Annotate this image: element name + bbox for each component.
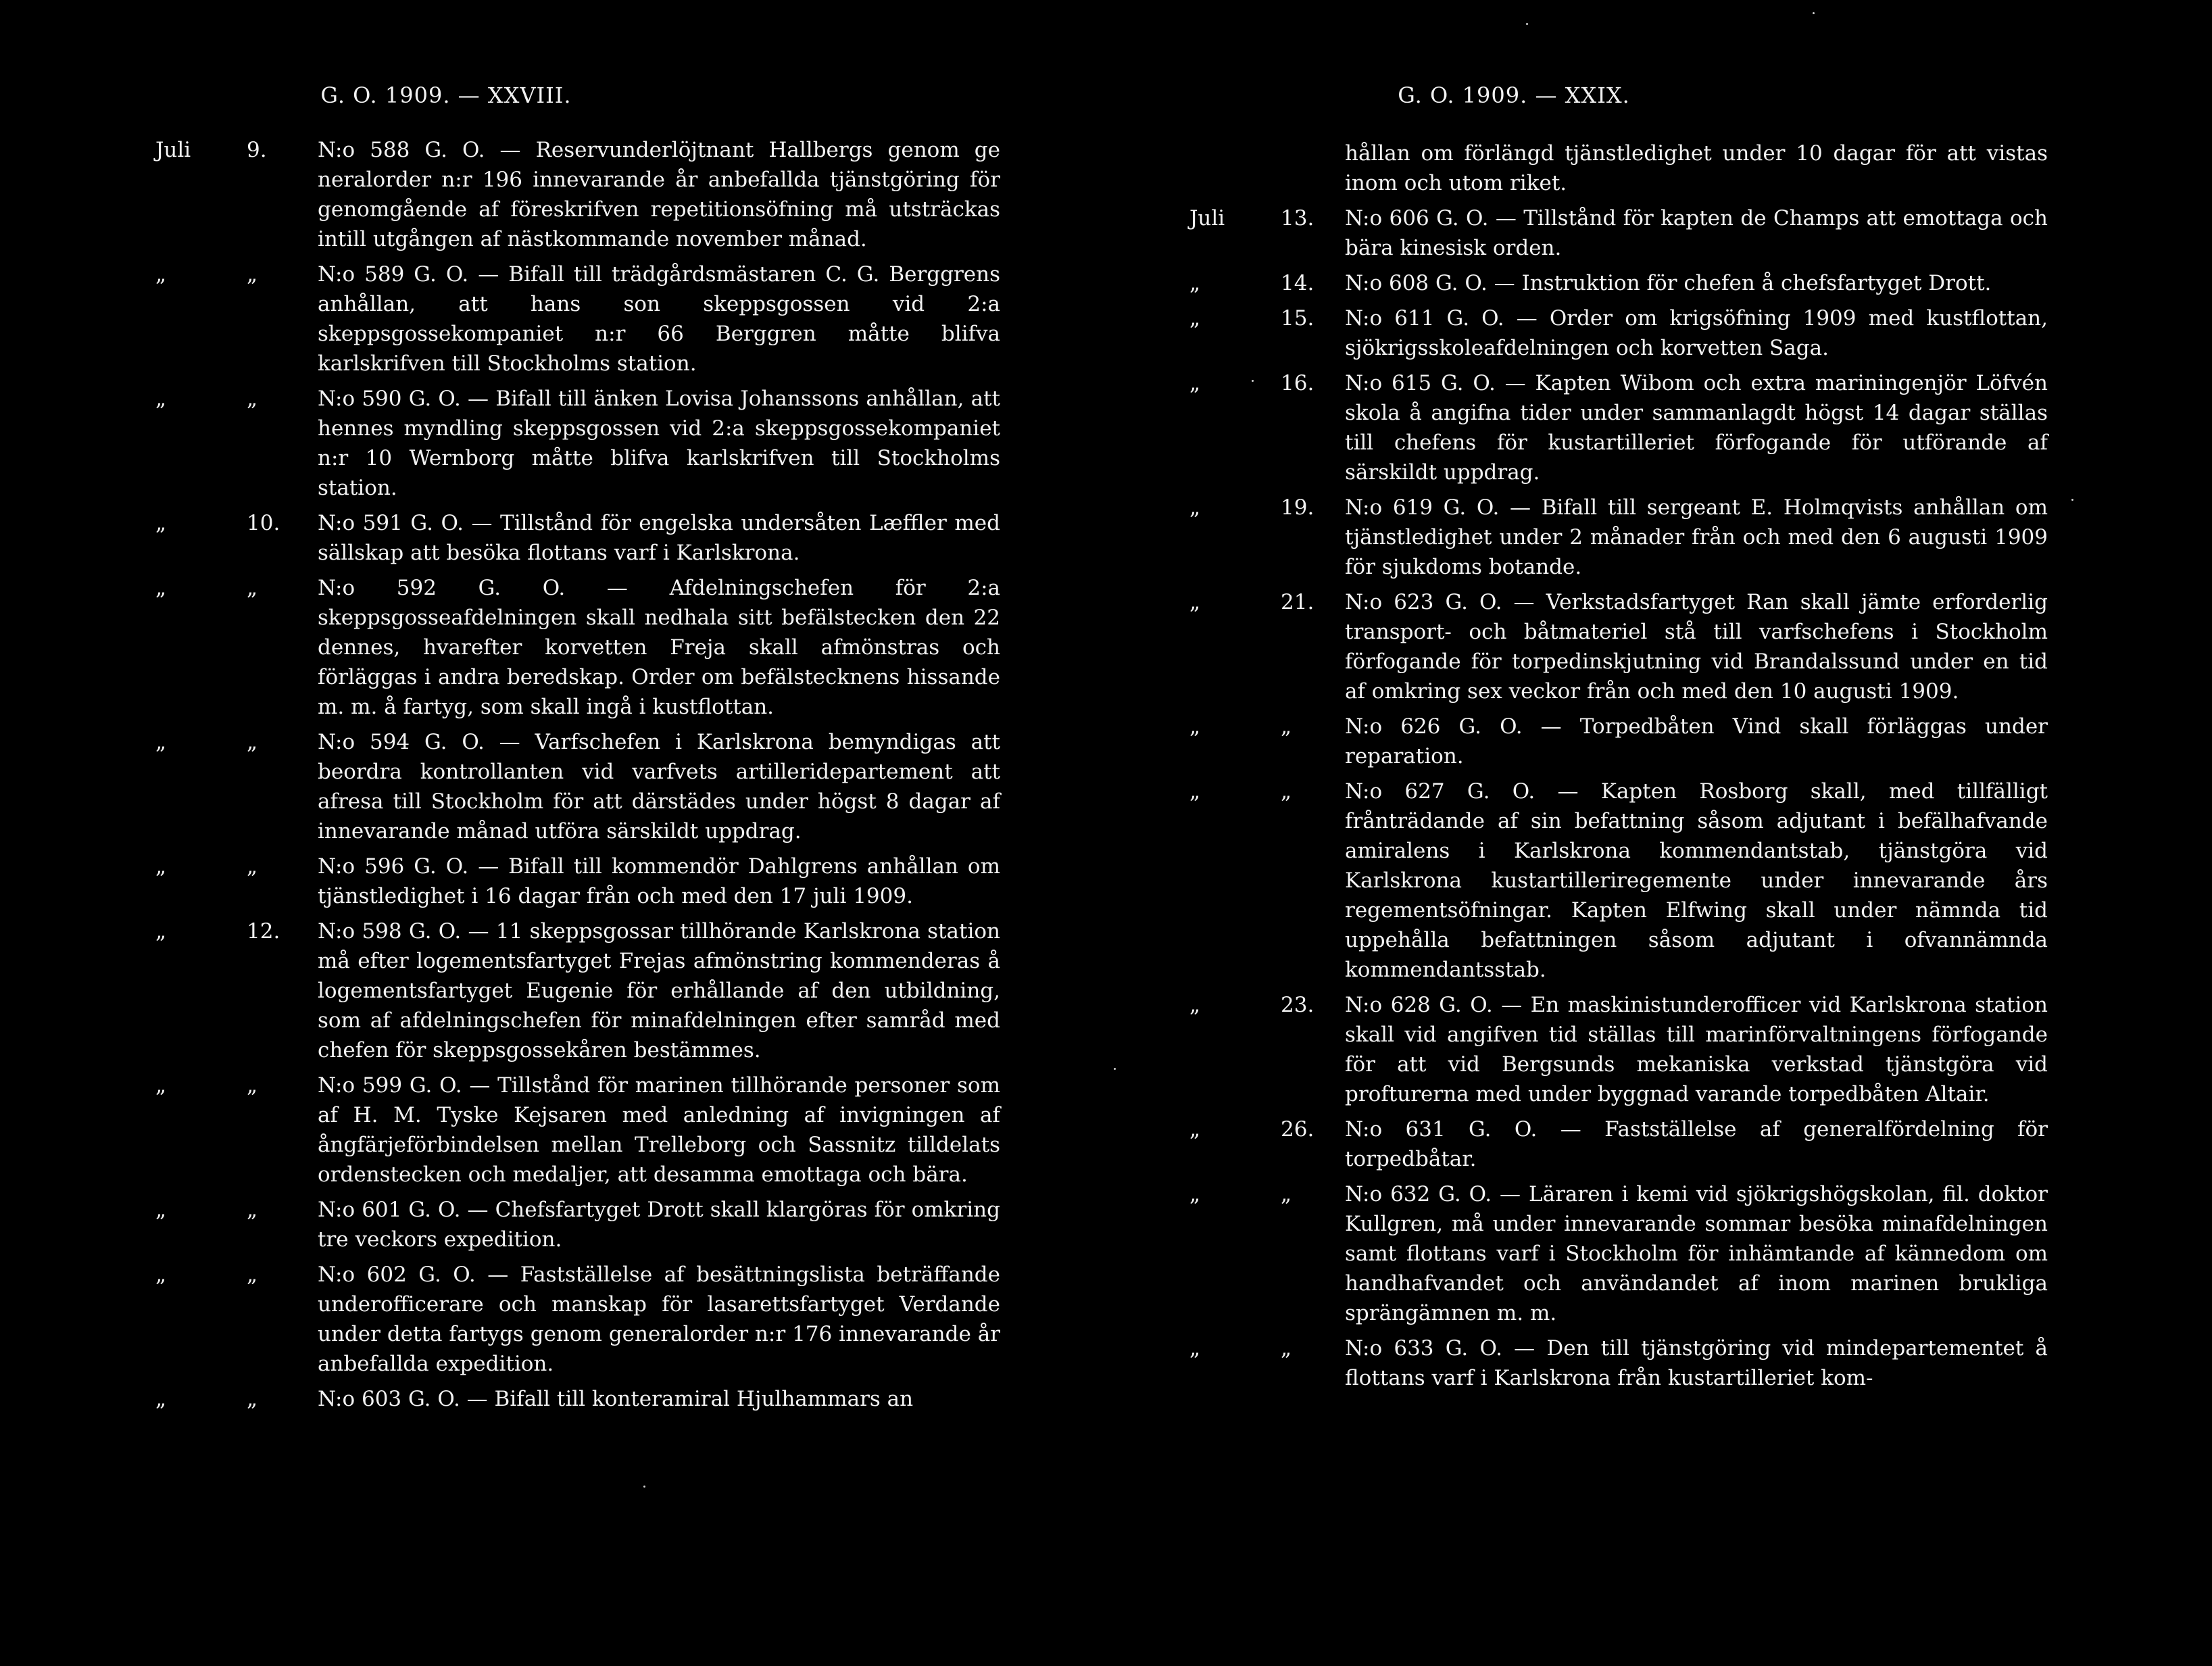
right-running-head: G. O. 1909. — XXIX. [1398,82,1630,108]
entry-text: N:o 615 G. O. — Kapten Wibom och extra mariningenjör Löfvén skola å angifna tider under sammanlagdt högst 14 dagar ställas till chefens för kustartilleriet förfogande för utförande af särskildt uppdrag. [1345,371,2048,485]
scan-speck [1252,380,1254,382]
entry-text: N:o 599 G. O. — Tillstånd för marinen tillhörande personer som af H. M. Tyske Kejsaren med anledning af invigningen af ångfärjeförbindelsen mellan Trelleborg och Sassnitz tilldelats ordenstecken och medaljer, att desamma emottaga och bära. [318,1073,1000,1187]
right-page [1162,0,2075,1666]
entry-text: N:o 592 G. O. — Afdelningschefen för 2:a skeppsgosseafdelningen skall nedhala sitt befälstecken den 22 dennes, hvarefter korvetten Freja skall afmönstras och förläggas i andra beredskap. Order om befälstecknens hissande m. m. å fartyg, som skall ingå i kustflottan. [318,576,1000,719]
entry-day: „ [247,1073,258,1098]
entry-day: 23. [1281,993,1314,1017]
entry-text: N:o 601 G. O. — Chefsfartyget Drott skall klargöras för omkring tre veckors expedition. [318,1198,1000,1252]
entry-text: N:o 626 G. O. — Torpedbåten Vind skall förläggas under reparation. [1345,714,2048,768]
scan-speck [2071,499,2073,501]
entry [155,916,1027,1065]
entry-text: N:o 608 G. O. — Instruktion för chefen å chefsfartyget Drott. [1345,271,1992,295]
entry-text: N:o 606 G. O. — Tillstånd för kapten de Champs att emottaga och bära kinesisk orden. [1345,206,2048,260]
entry-day: „ [1281,714,1292,739]
entry [1162,368,2075,487]
entry [155,573,1027,722]
entry [1162,268,2075,298]
entry-text: N:o 619 G. O. — Bifall till sergeant E. Holmqvists anhållan om tjänstledighet under 2 månader från och med den 6 augusti 1909 för sjukdoms botande. [1345,495,2048,579]
entry [1162,203,2075,263]
entry-day: „ [1281,1182,1292,1206]
entry-month: „ [155,387,167,411]
entry-month: „ [155,919,167,944]
entry-text: N:o 602 G. O. — Fastställelse af besättningslista beträffande underofficerare och manskap för lasarettsfartyget Verdande under detta fartygs genom generalorder n:r 176 innevarande år anbefallda expedition. [318,1263,1000,1376]
entry [155,1071,1027,1190]
entry-month: „ [155,854,167,879]
entry-text: N:o 591 G. O. — Tillstånd för engelska undersåten Læffler med sällskap att besöka flottans varf i Karlskrona. [318,511,1000,565]
entry [1162,1179,2075,1328]
entry-text: N:o 627 G. O. — Kapten Rosborg skall, med tillfälligt frånträdande af sin befattning såsom adjutant i befälhafvande amiralens i Karlskrona kommendantstab, tjänstgöra vid Karlskrona kustartilleriregemente under innevarande års regementsöfningar. Kapten Elfwing skall under nämnda tid uppehålla befattningen såsom adjutant i ofvannämnda kommendantsstab. [1345,779,2048,982]
entry-text: N:o 611 G. O. — Order om krigsöfning 1909 med kustflottan, sjökrigsskoleafdelningen och korvetten Saga. [1345,306,2048,360]
entry-month: „ [155,1263,167,1287]
entry [1162,777,2075,985]
continued-text [1162,139,2075,198]
entry [1162,1333,2075,1393]
entry-text: N:o 594 G. O. — Varfschefen i Karlskrona bemyndigas att beordra kontrollanten vid varfvets artilleridepartement att afresa till Stockholm för att därstädes under högst 8 dagar af innevarande månad utföra särskildt uppdrag. [318,730,1000,843]
entry-month: „ [1189,714,1201,739]
entry-day: 13. [1281,206,1314,230]
entry [1162,493,2075,582]
right-entries [1162,139,2075,1398]
entry-text: N:o 590 G. O. — Bifall till änken Lovisa Johanssons anhållan, att hennes myndling skeppsgossen vid 2:a skeppsgossekompaniet n:r 10 Wernborg måtte blifva karlskrifven till Stockholms station. [318,387,1000,500]
entry-text: N:o 633 G. O. — Den till tjänstgöring vid mindepartementet å flottans varf i Karlskrona från kustartilleriet kom- [1345,1336,2048,1390]
entry-day: 15. [1281,306,1314,330]
entry-text: N:o 628 G. O. — En maskinistunderofficer vid Karlskrona station skall vid angifven tid ställas till marinförvaltningens förfogande för att vid Bergsunds mekaniska verkstad tjänstgöra vid profturerna med under byggnad varande torpedbåten Altair. [1345,993,2048,1106]
entry-text: N:o 623 G. O. — Verkstadsfartyget Ran skall jämte erforderlig transport- och båtmateriel stå till varfschefens i Stockholm förfogande för torpedinskjutning vid Brandalssund under en tid af omkring sex veckor från och med den 10 augusti 1909. [1345,590,2048,704]
entry-month: „ [1189,371,1201,395]
entry-text: N:o 603 G. O. — Bifall till konteramiral Hjulhammars an [318,1387,914,1411]
entry [155,1384,1027,1414]
entry-month: „ [1189,1182,1201,1206]
entry-day: „ [247,387,258,411]
scan-speck [1813,12,1815,14]
entry-day: „ [247,576,258,600]
entry-month: „ [155,262,167,287]
entry [155,852,1027,911]
entry-month: „ [1189,1117,1201,1142]
entry-month: „ [1189,1336,1201,1361]
entry-day: 26. [1281,1117,1314,1142]
entry-month: „ [155,511,167,535]
entry [1162,712,2075,771]
entry [1162,990,2075,1109]
entry-text: N:o 631 G. O. — Fastställelse af generalfördelning för torpedbåtar. [1345,1117,2048,1171]
left-running-head: G. O. 1909. — XXVIII. [320,82,572,108]
scan-speck [643,1486,645,1488]
entry-day: „ [247,1387,258,1411]
entry [1162,587,2075,706]
entry-day: „ [247,1198,258,1222]
entry [1162,1114,2075,1174]
entry-month: „ [1189,306,1201,330]
entry-day: „ [1281,779,1292,804]
entry-month: „ [155,1073,167,1098]
entry-month: Juli [1189,206,1225,230]
entry [155,1195,1027,1254]
entry [1162,303,2075,363]
entry [155,135,1027,254]
entry-day: 9. [247,138,267,162]
entry-day: 12. [247,919,280,944]
entry-text: N:o 588 G. O. — Reservunderlöjtnant Hallbergs genom ge neralorder n:r 196 innevarande år anbefallda tjänstgöring för genomgående af föreskrifven repetitionsöfning må utsträckas intill utgången af nästkommande november månad. [318,138,1000,251]
entry-day: 10. [247,511,280,535]
entry-day: „ [1281,1336,1292,1361]
scan-speck [1526,23,1528,25]
scan-speck [1114,1068,1116,1070]
entry-day: „ [247,262,258,287]
entry-month: „ [1189,495,1201,520]
entry-day: 14. [1281,271,1314,295]
entry-text: N:o 589 G. O. — Bifall till trädgårdsmästaren C. G. Berggrens anhållan, att hans son skeppsgossen vid 2:a skeppsgossekompaniet n:r 66 Berggren måtte blifva karlskrifven till Stockholms station. [318,262,1000,376]
entry-month: „ [155,730,167,754]
entry [155,384,1027,503]
entry-day: 19. [1281,495,1314,520]
entry-day: „ [247,854,258,879]
entry-text: N:o 598 G. O. — 11 skeppsgossar tillhörande Karlskrona station må efter logementsfartyget Frejas afmönstring kommenderas å logementsfartyget Eugenie för erhållande af den utbildning, som af afdelningschefen för minafdelningen efter samråd med chefen för skeppsgossekåren bestämmes. [318,919,1000,1062]
entry-month: „ [1189,993,1201,1017]
entry-day: „ [247,730,258,754]
left-page [155,0,1027,1666]
entry-month: „ [1189,590,1201,614]
entry [155,260,1027,378]
entry-text: N:o 632 G. O. — Läraren i kemi vid sjökrigshögskolan, fil. doktor Kullgren, må under innevarande sommar besöka minafdelningen samt flottans varf i Stockholm för inhämtande af kännedom om handhafvandet och användandet af inom marinen brukliga sprängämnen m. m. [1345,1182,2048,1325]
entry [155,727,1027,846]
entry-text: N:o 596 G. O. — Bifall till kommendör Dahlgrens anhållan om tjänstledighet i 16 dagar från och med den 17 juli 1909. [318,854,1000,908]
left-entries [155,135,1027,1419]
continued-text-body: hållan om förlängd tjänstledighet under 10 dagar för att vistas inom och utom riket. [1345,141,2048,195]
entry-month: „ [155,1198,167,1222]
entry [155,508,1027,568]
entry-month: „ [1189,779,1201,804]
entry-day: 16. [1281,371,1314,395]
entry-month: „ [155,1387,167,1411]
entry-month: „ [1189,271,1201,295]
entry [155,1260,1027,1379]
entry-day: „ [247,1263,258,1287]
entry-month: „ [155,576,167,600]
entry-month: Juli [155,138,191,162]
entry-day: 21. [1281,590,1314,614]
